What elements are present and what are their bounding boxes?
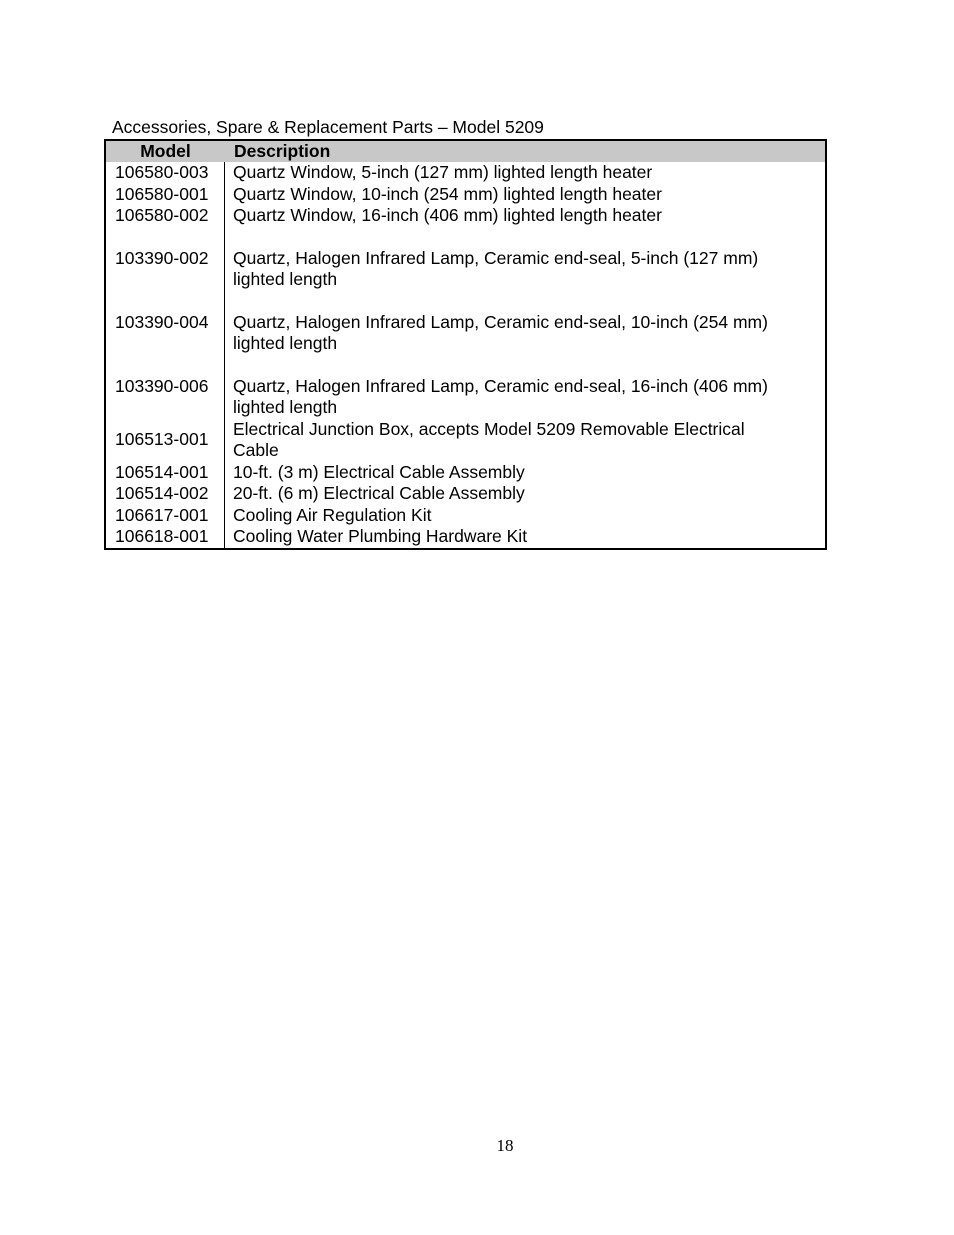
- description-cell: Quartz Window, 16-inch (406 mm) lighted length heater: [233, 205, 662, 225]
- description-cell: Quartz, Halogen Infrared Lamp, Ceramic end-seal, 10-inch (254 mm) lighted length: [233, 311, 768, 353]
- description-cell: Quartz Window, 5-inch (127 mm) lighted length heater: [233, 162, 653, 182]
- description-cell: Electrical Junction Box, accepts Model 5209 Removable Electrical Cable: [233, 418, 745, 460]
- model-cell: 106514-001: [106, 462, 225, 484]
- table-row: [106, 462, 825, 484]
- table-row: [106, 184, 825, 206]
- header-model: Model: [140, 141, 191, 161]
- table-header-row: [106, 141, 825, 162]
- model-cell: 106617-001: [106, 505, 225, 527]
- description-cell: 10-ft. (3 m) Electrical Cable Assembly: [233, 461, 525, 482]
- model-cell: 103390-006: [106, 376, 225, 419]
- header-description: Description: [234, 141, 331, 161]
- table-row: [106, 162, 825, 184]
- model-cell: 106513-001: [106, 419, 225, 462]
- page-number: 18: [496, 1136, 514, 1155]
- model-cell: 106580-002: [106, 205, 225, 227]
- table-row: [106, 505, 825, 527]
- description-cell: Quartz Window, 10-inch (254 mm) lighted length heater: [233, 183, 662, 204]
- table-row: [106, 205, 825, 227]
- description-cell: Cooling Air Regulation Kit: [233, 504, 432, 525]
- model-cell: 106514-002: [106, 483, 225, 505]
- table-row: [106, 419, 825, 462]
- description-cell: 20-ft. (6 m) Electrical Cable Assembly: [233, 483, 525, 503]
- table-row: [106, 227, 825, 291]
- model-cell: 106618-001: [106, 526, 225, 548]
- description-cell: Cooling Water Plumbing Hardware Kit: [233, 526, 528, 546]
- model-cell: 103390-004: [106, 312, 225, 355]
- table-row: [106, 291, 825, 355]
- description-cell: Quartz, Halogen Infrared Lamp, Ceramic end-seal, 16-inch (406 mm) lighted length: [233, 375, 768, 417]
- parts-table: [104, 139, 827, 550]
- table-caption: Accessories, Spare & Replacement Parts – Model 5209: [112, 117, 544, 137]
- table-row: [106, 526, 825, 548]
- table-row: [106, 355, 825, 419]
- model-cell: 106580-003: [106, 162, 225, 184]
- description-cell: Quartz, Halogen Infrared Lamp, Ceramic end-seal, 5-inch (127 mm) lighted length: [233, 247, 759, 289]
- model-cell: 106580-001: [106, 184, 225, 206]
- model-cell: 103390-002: [106, 248, 225, 291]
- table-row: [106, 483, 825, 505]
